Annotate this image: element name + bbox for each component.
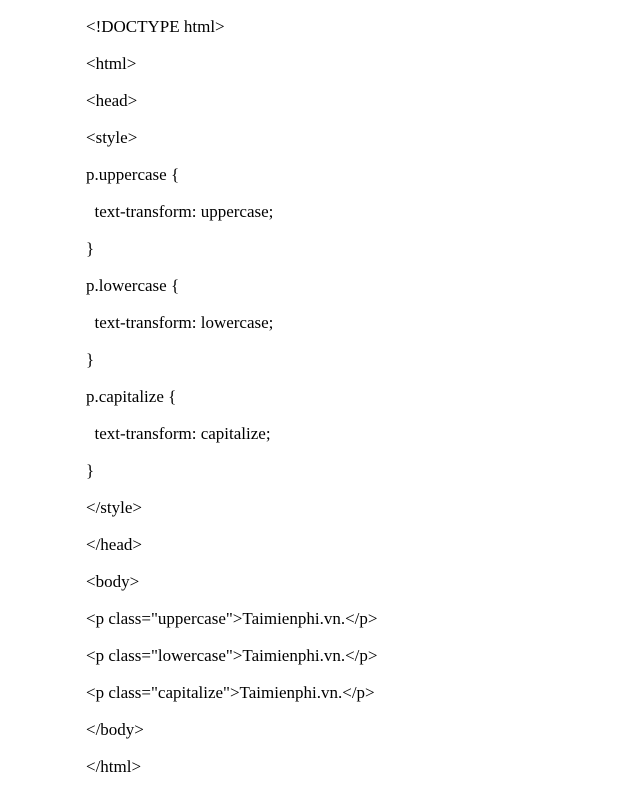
code-line-head-close: </head> <box>86 535 142 554</box>
code-line-doctype: <!DOCTYPE html> <box>86 17 225 36</box>
code-line-capitalize-selector: p.capitalize { <box>86 387 177 406</box>
code-line-p-lowercase: <p class="lowercase">Taimienphi.vn.</p> <box>86 646 378 665</box>
code-line-p-capitalize: <p class="capitalize">Taimienphi.vn.</p> <box>86 683 375 702</box>
code-line-lowercase-rule: text-transform: lowercase; <box>86 313 274 332</box>
code-line-uppercase-selector: p.uppercase { <box>86 165 180 184</box>
code-listing <box>86 15 377 792</box>
code-line-p-uppercase: <p class="uppercase">Taimienphi.vn.</p> <box>86 609 378 628</box>
code-line-capitalize-rule: text-transform: capitalize; <box>86 424 271 443</box>
code-line-uppercase-rule: text-transform: uppercase; <box>86 202 274 221</box>
code-line-lowercase-selector: p.lowercase { <box>86 276 180 295</box>
code-line-html-open: <html> <box>86 54 137 73</box>
code-line-uppercase-close: } <box>86 239 95 258</box>
code-line-body-close: </body> <box>86 720 144 739</box>
code-line-style-close: </style> <box>86 498 143 517</box>
code-line-lowercase-close: } <box>86 350 95 369</box>
code-line-capitalize-close: } <box>86 461 95 480</box>
code-line-body-open: <body> <box>86 572 140 591</box>
code-line-head-open: <head> <box>86 91 138 110</box>
code-line-style-open: <style> <box>86 128 138 147</box>
code-line-html-close: </html> <box>86 757 142 776</box>
